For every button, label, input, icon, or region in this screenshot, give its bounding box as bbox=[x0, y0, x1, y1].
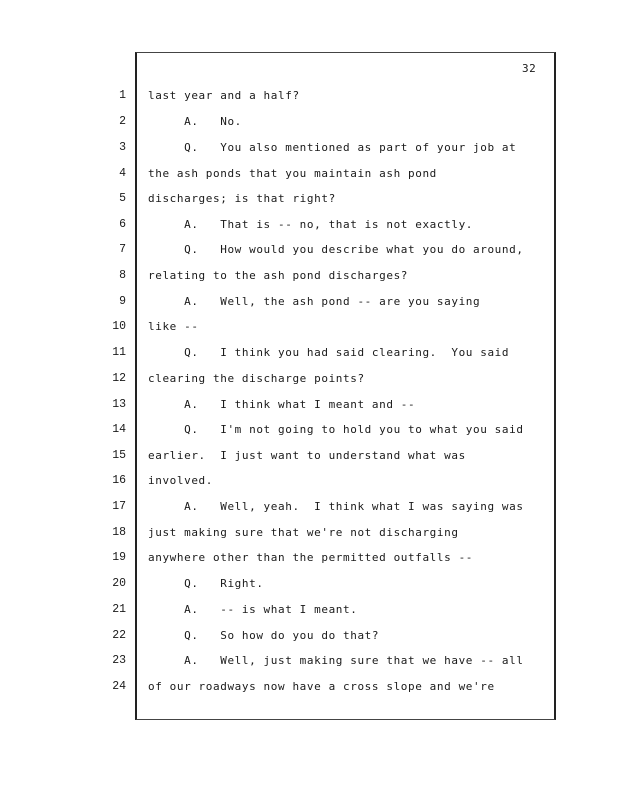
line-text: last year and a half? bbox=[148, 89, 300, 102]
line-number: 14 bbox=[112, 423, 126, 436]
line-text: A. Well, the ash pond -- are you saying bbox=[148, 295, 481, 308]
line-text: Q. I think you had said clearing. You said bbox=[148, 346, 510, 359]
line-number: 24 bbox=[112, 680, 126, 693]
line-text: relating to the ash pond discharges? bbox=[148, 269, 409, 282]
transcript-line bbox=[0, 651, 619, 671]
transcript-line bbox=[0, 548, 619, 568]
transcript-line bbox=[0, 395, 619, 415]
line-number: 20 bbox=[112, 577, 126, 590]
line-text: clearing the discharge points? bbox=[148, 372, 365, 385]
line-number: 16 bbox=[112, 474, 126, 487]
transcript-line bbox=[0, 574, 619, 594]
transcript-line bbox=[0, 343, 619, 363]
line-number: 18 bbox=[112, 526, 126, 539]
line-text: Q. How would you describe what you do around, bbox=[148, 243, 524, 256]
line-text: A. Well, yeah. I think what I was saying was bbox=[148, 500, 524, 513]
line-number: 4 bbox=[119, 167, 126, 180]
line-text: Q. Right. bbox=[148, 577, 264, 590]
line-text: Q. I'm not going to hold you to what you said bbox=[148, 423, 524, 436]
transcript-line bbox=[0, 446, 619, 466]
transcript-line bbox=[0, 497, 619, 517]
transcript-line bbox=[0, 626, 619, 646]
line-number: 2 bbox=[119, 115, 126, 128]
transcript-line bbox=[0, 317, 619, 337]
line-text: anywhere other than the permitted outfalls -- bbox=[148, 551, 474, 564]
transcript-line bbox=[0, 138, 619, 158]
transcript-line bbox=[0, 164, 619, 184]
line-number: 11 bbox=[112, 346, 126, 359]
line-text: A. -- is what I meant. bbox=[148, 603, 358, 616]
transcript-line bbox=[0, 215, 619, 235]
line-text: like -- bbox=[148, 320, 199, 333]
transcript-line bbox=[0, 420, 619, 440]
transcript-line bbox=[0, 292, 619, 312]
transcript-line bbox=[0, 266, 619, 286]
line-number: 22 bbox=[112, 629, 126, 642]
line-text: Q. You also mentioned as part of your job at bbox=[148, 141, 517, 154]
line-text: A. Well, just making sure that we have -- all bbox=[148, 654, 524, 667]
line-number: 9 bbox=[119, 295, 126, 308]
line-text: involved. bbox=[148, 474, 214, 487]
transcript-line bbox=[0, 112, 619, 132]
line-number: 5 bbox=[119, 192, 126, 205]
line-number: 7 bbox=[119, 243, 126, 256]
line-number: 15 bbox=[112, 449, 126, 462]
line-text: A. I think what I meant and -- bbox=[148, 398, 416, 411]
line-number: 23 bbox=[112, 654, 126, 667]
line-text: A. No. bbox=[148, 115, 242, 128]
transcript-line bbox=[0, 677, 619, 697]
line-number: 17 bbox=[112, 500, 126, 513]
line-text: Q. So how do you do that? bbox=[148, 629, 380, 642]
transcript-line bbox=[0, 600, 619, 620]
line-text: A. That is -- no, that is not exactly. bbox=[148, 218, 474, 231]
transcript-line bbox=[0, 240, 619, 260]
line-number: 3 bbox=[119, 141, 126, 154]
line-text: discharges; is that right? bbox=[148, 192, 336, 205]
line-text: earlier. I just want to understand what was bbox=[148, 449, 466, 462]
line-number: 21 bbox=[112, 603, 126, 616]
line-text: the ash ponds that you maintain ash pond bbox=[148, 167, 437, 180]
line-text: of our roadways now have a cross slope and we're bbox=[148, 680, 495, 693]
line-number: 12 bbox=[112, 372, 126, 385]
transcript-line bbox=[0, 189, 619, 209]
line-number: 10 bbox=[112, 320, 126, 333]
line-number: 13 bbox=[112, 398, 126, 411]
transcript-line bbox=[0, 369, 619, 389]
line-text: just making sure that we're not discharging bbox=[148, 526, 459, 539]
line-number: 8 bbox=[119, 269, 126, 282]
transcript-line bbox=[0, 86, 619, 106]
transcript-line bbox=[0, 471, 619, 491]
transcript-line bbox=[0, 523, 619, 543]
line-number: 19 bbox=[112, 551, 126, 564]
line-number: 1 bbox=[119, 89, 126, 102]
line-number: 6 bbox=[119, 218, 126, 231]
page-number: 32 bbox=[522, 62, 537, 75]
